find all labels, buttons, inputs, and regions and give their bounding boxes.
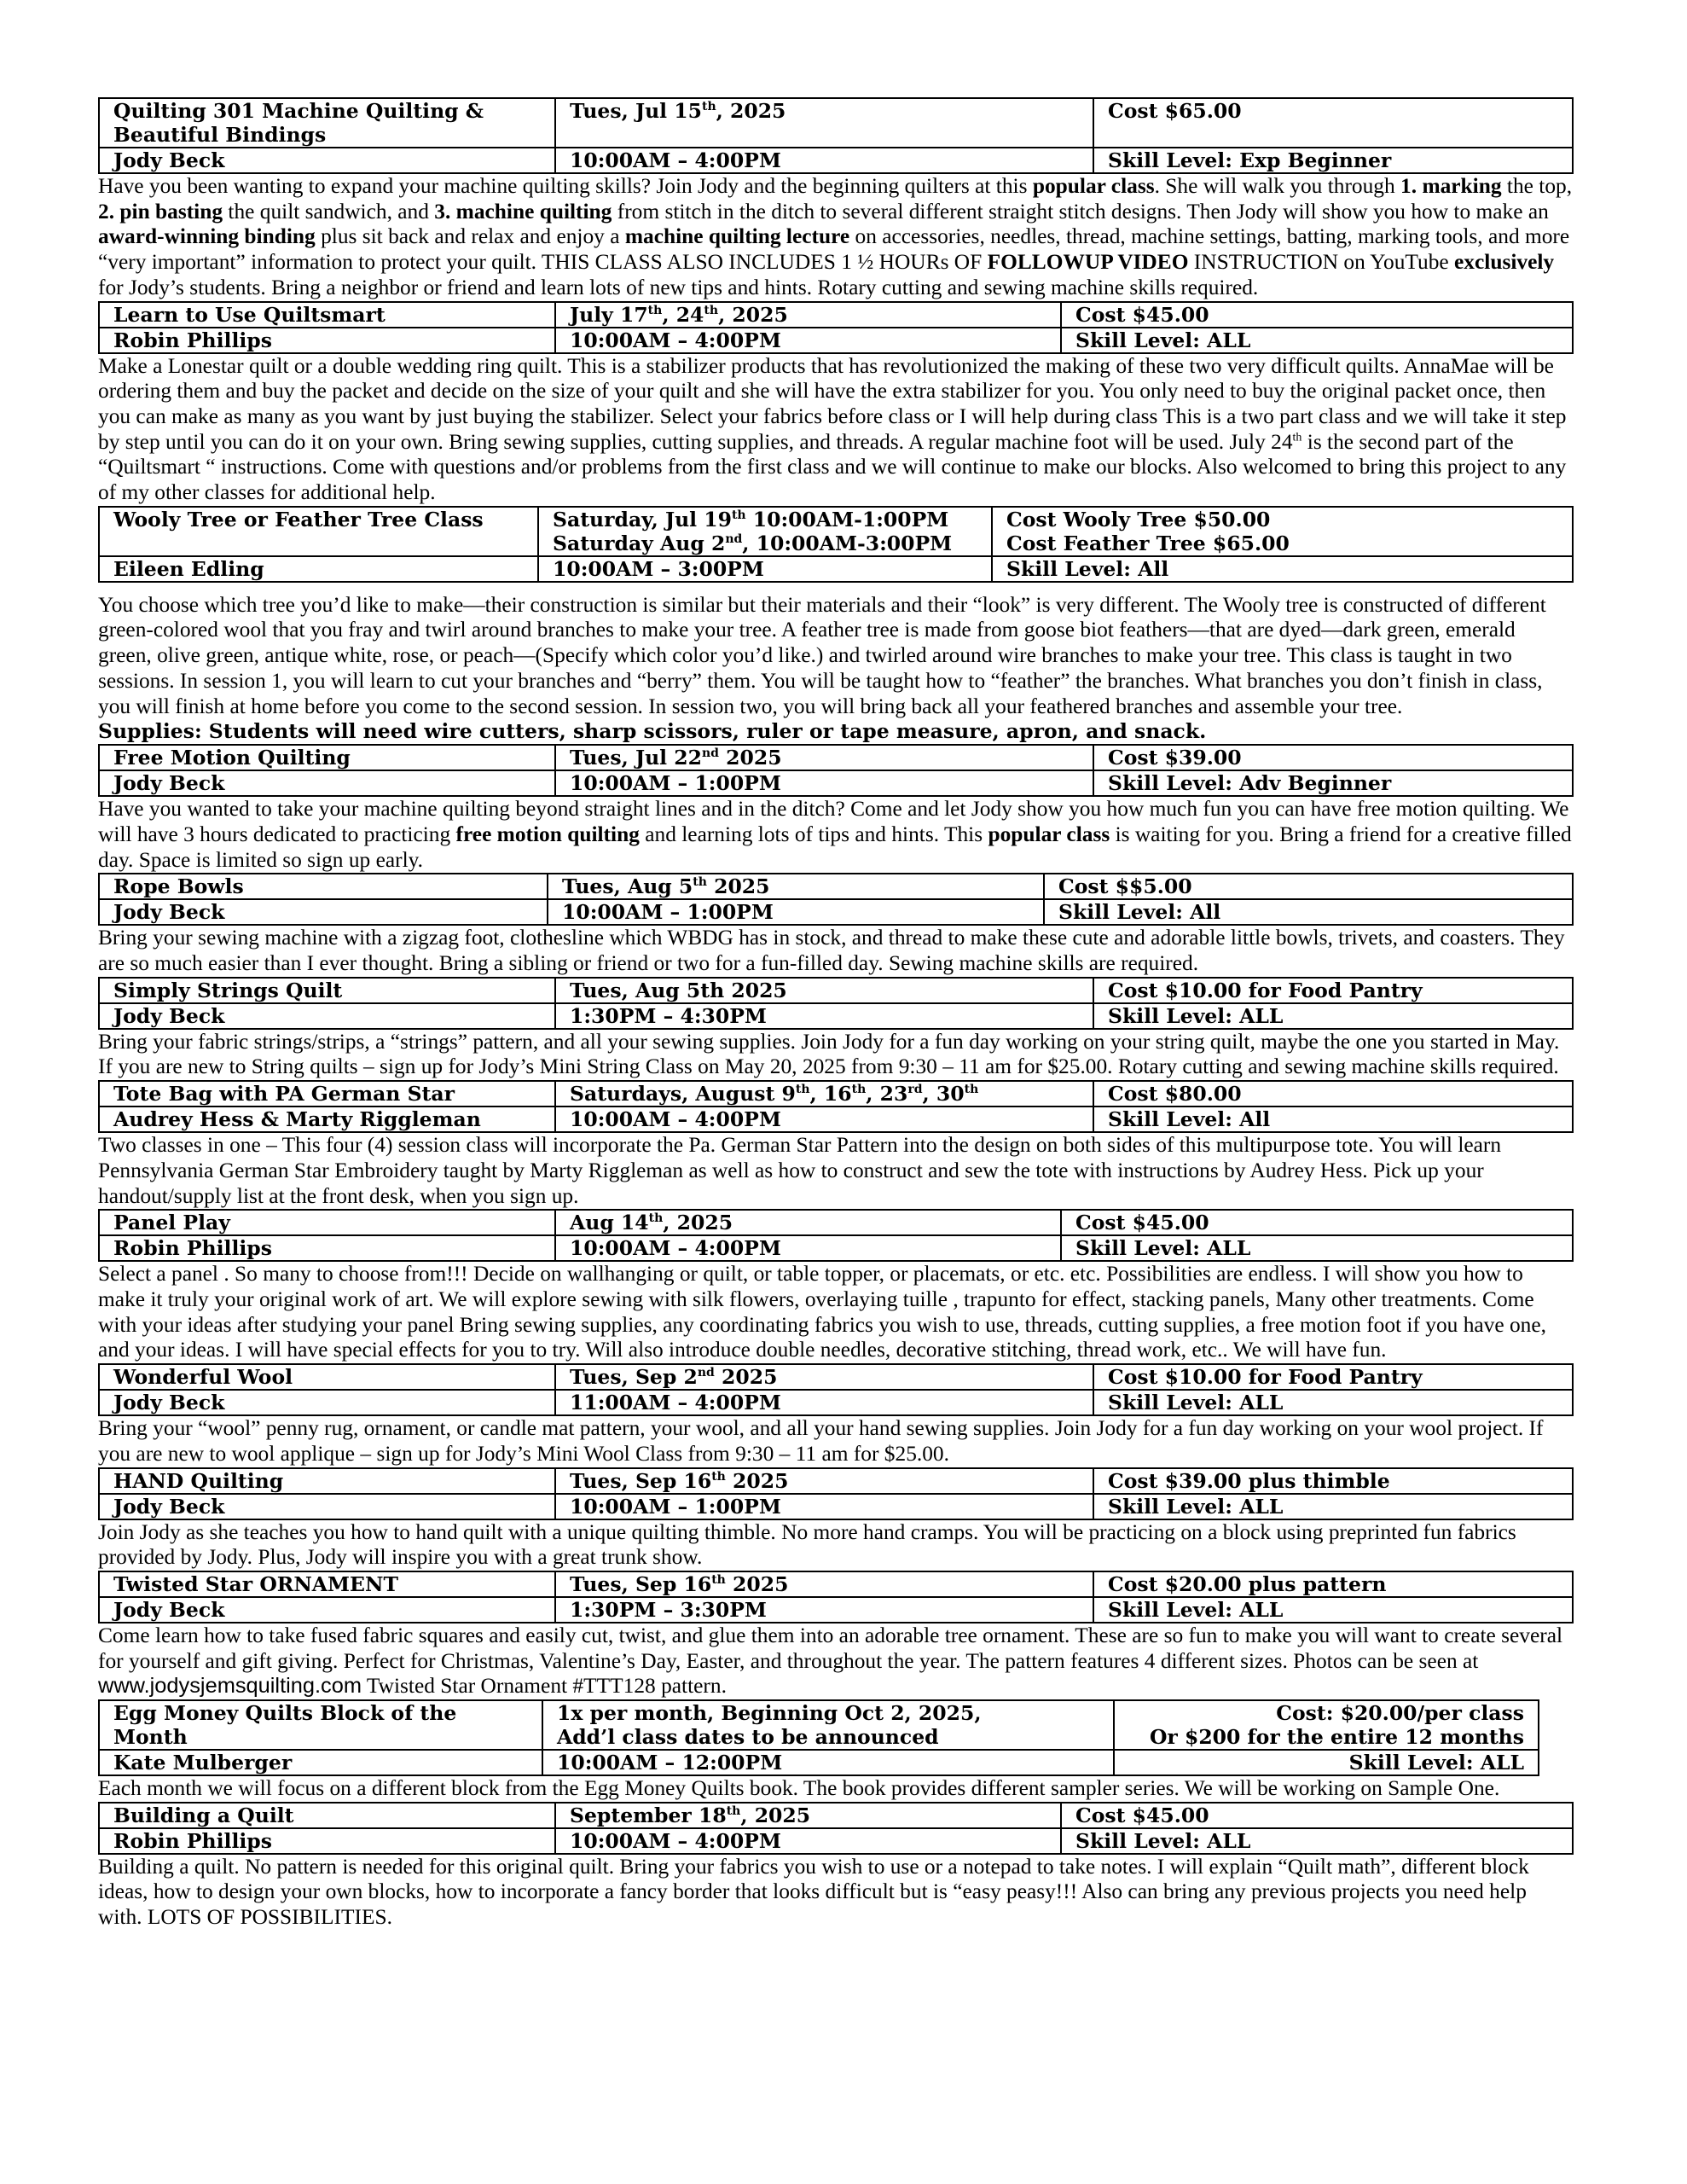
class-header-table <box>98 1571 1574 1623</box>
class-time: 10:00AM – 4:00PM <box>555 148 1093 173</box>
class-wonderful-wool <box>98 1363 1574 1467</box>
website-link[interactable]: www.jodysjemsquilting.com <box>98 1674 362 1699</box>
class-header-table <box>98 977 1574 1030</box>
class-skill-level: Skill Level: ALL <box>1061 1235 1573 1261</box>
class-cost: Cost $65.00 <box>1093 98 1573 148</box>
class-instructor: Jody Beck <box>99 770 555 796</box>
class-skill-level: Skill Level: ALL <box>1093 1597 1573 1623</box>
class-time: 1:30PM – 4:30PM <box>555 1003 1093 1029</box>
class-instructor: Robin Phillips <box>99 1235 555 1261</box>
class-date: Tues, Sep 16th 2025 <box>555 1468 1093 1494</box>
class-time: 10:00AM – 12:00PM <box>542 1750 1114 1775</box>
class-time: 11:00AM – 4:00PM <box>555 1390 1093 1415</box>
class-description: Make a Lonestar quilt or a double wedding ring quilt. This is a stabilizer products that has revolutionized the making of these two very difficult quilts. AnnaMae will be ordering them and buy the packet and decide on the size of your quilt and she will have the extra stabilizer for you. You only need to buy the original packet once, then you can make as many as you want by just buying the stabilizer. Select your fabrics before class or I will help during class This is a two part class and we will take it step by step until you can do it on your own. Bring sewing supplies, cutting supplies, and threads. A regular machine foot will be used. July 24th is the second part of the “Quiltsmart “ instructions. Come with questions and/or problems from the first class and we will continue to make our blocks. Also welcomed to bring this project to any of my other classes for additional help. <box>98 353 1567 505</box>
class-building-a-quilt <box>98 1802 1574 1931</box>
class-date: July 17th, 24th, 2025 <box>555 302 1061 328</box>
class-description: Two classes in one – This four (4) session class will incorporate the Pa. German Star Pattern into the design on both sides of this multipurpose tote. You will learn Pennsylvania German Star Embroidery taught by Marty Riggleman as well as how to construct and sew the tote with instructions by Audrey Hess. Pick up your handout/supply list at the front desk, when you sign up. <box>98 1133 1502 1208</box>
class-date: Saturday, Jul 19th 10:00AM-1:00PM Saturday Aug 2nd, 10:00AM-3:00PM <box>538 507 992 556</box>
class-date: Tues, Jul 22nd 2025 <box>555 745 1093 770</box>
class-instructor: Jody Beck <box>99 1390 555 1415</box>
class-cost: Cost $10.00 for Food Pantry <box>1093 1364 1573 1390</box>
class-instructor: Robin Phillips <box>99 1828 555 1854</box>
class-header-table <box>98 301 1574 354</box>
class-description: Have you wanted to take your machine quilting beyond straight lines and in the ditch? Come and let Jody show you how much fun you can have free motion quilting. We will have 3 hours dedicated to practicing free motion quilting and learning lots of tips and hints. This popular class is waiting for you. Bring a friend for a creative filled day. Space is limited so sign up early. <box>98 797 1572 872</box>
class-title: Twisted Star ORNAMENT <box>99 1571 555 1597</box>
class-description: Bring your fabric strings/strips, a “strings” pattern, and all your sewing supplies. Join Jody for a fun day working on your string quilt, maybe the one you started in May. If you are new to String quilts – sign up for Jody’s Mini String Class on May 20, 2025 from 9:30 – 11 am for $25.00. Rotary cutting and sewing machine skills required. <box>98 1029 1560 1079</box>
class-instructor: Kate Mulberger <box>99 1750 542 1775</box>
class-simply-strings <box>98 977 1574 1080</box>
class-time: 10:00AM – 4:00PM <box>555 328 1061 353</box>
class-title: HAND Quilting <box>99 1468 555 1494</box>
class-cost: Cost $45.00 <box>1061 1803 1573 1828</box>
class-date: Saturdays, August 9th, 16th, 23rd, 30th <box>555 1081 1093 1107</box>
class-description: Come learn how to take fused fabric squares and easily cut, twist, and glue them into an adorable tree ornament. These are so fun to make you will want to create several for yourself and gift giving. Perfect for Christmas, Valentine’s Day, Easter, and throughout the year. The pattern features 4 different sizes. Photos can be seen at www.jodysjemsquilting.com Twisted Star Ornament #TTT128 pattern. <box>98 1623 1563 1699</box>
class-description: Select a panel . So many to choose from!!! Decide on wallhanging or quilt, or table topper, or placemats, or etc. etc. Possibilities are endless. I will show you how to make it truly your original work of art. We will explore sewing with silk flowers, overlaying tuille , trapunto for effect, stacking panels, Many other treatments. Come with your ideas after studying your panel Bring sewing supplies, any coordinating fabrics you wish to use, threads, cutting supplies, a free motion foot if you have one, and your ideas. I will have special effects for you to try. Will also introduce double needles, decorative stitching, thread work, etc.. We will have fun. <box>98 1262 1546 1362</box>
class-description: Each month we will focus on a different block from the Egg Money Quilts book. The book provides different sampler series. We will be working on Sample One. <box>98 1776 1500 1801</box>
class-hand-quilting <box>98 1467 1574 1571</box>
class-skill-level: Skill Level: ALL <box>1114 1750 1539 1775</box>
class-supplies: Supplies: Students will need wire cutters, sharp scissors, ruler or tape measure, apron, and snack. <box>98 719 1207 744</box>
class-description: You choose which tree you’d like to make—their construction is similar but their materials and their “look” is very different. The Wooly tree is constructed of different green-colored wool that you fray and twirl around branches to make your tree. A feather tree is made from goose biot feathers—that are dyed—dark green, emerald green, olive green, antique white, rose, or peach—(Specify which color you’d like.) and twirled around wire branches to make your tree. This class is taught in two sessions. In session 1, you will learn to cut your branches and “berry” them. You will be taught how to “feather” the branches. What branches you don’t finish in class, you will finish at home before you come to the second session. In session two, you will bring back all your feathered branches and assemble your tree. <box>98 592 1546 718</box>
class-instructor: Jody Beck <box>99 1597 555 1623</box>
class-rope-bowls <box>98 873 1574 976</box>
class-header-table <box>98 1802 1574 1855</box>
class-date: Aug 14th, 2025 <box>555 1210 1061 1235</box>
class-title: Wonderful Wool <box>99 1364 555 1390</box>
class-cost: Cost Wooly Tree $50.00 Cost Feather Tree $65.00 <box>992 507 1573 556</box>
class-panel-play <box>98 1209 1574 1363</box>
class-title: Wooly Tree or Feather Tree Class <box>99 507 538 556</box>
class-skill-level: Skill Level: All <box>992 556 1573 582</box>
class-cost: Cost $39.00 plus thimble <box>1093 1468 1573 1494</box>
class-cost: Cost: $20.00/per class Or $200 for the entire 12 months <box>1114 1700 1539 1750</box>
class-cost: Cost $45.00 <box>1061 1210 1573 1235</box>
class-title: Building a Quilt <box>99 1803 555 1828</box>
class-date: Tues, Aug 5th 2025 <box>548 874 1044 899</box>
class-skill-level: Skill Level: All <box>1093 1107 1573 1132</box>
class-date: Tues, Sep 2nd 2025 <box>555 1364 1093 1390</box>
class-time: 10:00AM – 1:00PM <box>548 899 1044 925</box>
class-header-table <box>98 1699 1539 1776</box>
class-time: 10:00AM – 4:00PM <box>555 1107 1093 1132</box>
class-twisted-star-ornament <box>98 1571 1574 1699</box>
class-description: Building a quilt. No pattern is needed for this original quilt. Bring your fabrics you wish to use or a notepad to take notes. I will explain “Quilt math”, different block ideas, how to design your own blocks, how to incorporate a fancy border that looks difficult but is “easy peasy!!! Also can bring any previous projects you need help with. LOTS OF POSSIBILITIES. <box>98 1854 1529 1930</box>
class-free-motion-quilting <box>98 744 1574 873</box>
class-quilting-301 <box>98 97 1574 301</box>
class-skill-level: Skill Level: Adv Beginner <box>1093 770 1573 796</box>
class-description: Have you been wanting to expand your machine quilting skills? Join Jody and the beginning quilters at this popular class. She will walk you through 1. marking the top, 2. pin basting the quilt sandwich, and 3. machine quilting from stitch in the ditch to several different straight stitch designs. Then Jody will show you how to make an award-winning binding plus sit back and relax and enjoy a machine quilting lecture on accessories, needles, thread, machine settings, batting, marking tools, and more “very important” information to protect your quilt. THIS CLASS ALSO INCLUDES 1 ½ HOURs OF FOLLOWUP VIDEO INSTRUCTION on YouTube exclusively for Jody’s students. Bring a neighbor or friend and learn lots of new tips and hints. Rotary cutting and sewing machine skills required. <box>98 174 1573 299</box>
class-wooly-tree <box>98 506 1574 745</box>
class-header-table <box>98 506 1574 583</box>
class-title: Free Motion Quilting <box>99 745 555 770</box>
class-instructor: Jody Beck <box>99 1494 555 1519</box>
class-title: Tote Bag with PA German Star <box>99 1081 555 1107</box>
class-title: Egg Money Quilts Block of the Month <box>99 1700 542 1750</box>
class-cost: Cost $10.00 for Food Pantry <box>1093 978 1573 1003</box>
class-cost: Cost $20.00 plus pattern <box>1093 1571 1573 1597</box>
class-date: Tues, Jul 15th, 2025 <box>555 98 1093 148</box>
class-time: 10:00AM – 3:00PM <box>538 556 992 582</box>
class-date: Tues, Sep 16th 2025 <box>555 1571 1093 1597</box>
class-quiltsmart <box>98 301 1574 506</box>
class-description: Join Jody as she teaches you how to hand quilt with a unique quilting thimble. No more hand cramps. You will be practicing on a block using preprinted fun fabrics provided by Jody. Plus, Jody will inspire you with a great trunk show. <box>98 1519 1516 1570</box>
class-skill-level: Skill Level: ALL <box>1093 1003 1573 1029</box>
class-cost: Cost $39.00 <box>1093 745 1573 770</box>
class-time: 10:00AM – 1:00PM <box>555 770 1093 796</box>
class-instructor: Jody Beck <box>99 1003 555 1029</box>
class-cost: Cost $45.00 <box>1061 302 1573 328</box>
class-skill-level: Skill Level: ALL <box>1093 1494 1573 1519</box>
class-skill-level: Skill Level: ALL <box>1093 1390 1573 1415</box>
class-instructor: Robin Phillips <box>99 328 555 353</box>
class-time: 10:00AM – 4:00PM <box>555 1828 1061 1854</box>
class-header-table <box>98 97 1574 174</box>
class-skill-level: Skill Level: ALL <box>1061 1828 1573 1854</box>
class-instructor: Jody Beck <box>99 148 555 173</box>
class-title: Panel Play <box>99 1210 555 1235</box>
class-instructor: Audrey Hess & Marty Riggleman <box>99 1107 555 1132</box>
class-time: 10:00AM – 1:00PM <box>555 1494 1093 1519</box>
class-header-table <box>98 744 1574 797</box>
class-header-table <box>98 1080 1574 1133</box>
class-header-table <box>98 873 1574 926</box>
class-instructor: Eileen Edling <box>99 556 538 582</box>
class-cost: Cost $$5.00 <box>1044 874 1573 899</box>
class-instructor: Jody Beck <box>99 899 548 925</box>
class-date: 1x per month, Beginning Oct 2, 2025, Add’l class dates to be announced <box>542 1700 1114 1750</box>
class-egg-money-quilts <box>98 1699 1574 1802</box>
class-schedule-page <box>98 97 1574 1931</box>
class-title: Simply Strings Quilt <box>99 978 555 1003</box>
class-header-table <box>98 1209 1574 1262</box>
class-date: Tues, Aug 5th 2025 <box>555 978 1093 1003</box>
class-header-table <box>98 1467 1574 1520</box>
class-title: Quilting 301 Machine Quilting & Beautiful Bindings <box>99 98 555 148</box>
class-date: September 18th, 2025 <box>555 1803 1061 1828</box>
class-title: Learn to Use Quiltsmart <box>99 302 555 328</box>
class-time: 1:30PM – 3:30PM <box>555 1597 1093 1623</box>
class-tote-bag <box>98 1080 1574 1209</box>
class-description: Bring your sewing machine with a zigzag foot, clothesline which WBDG has in stock, and thread to make these cute and adorable little bowls, trivets, and coasters. They are so much easier than I ever thought. Bring a sibling or friend or two for a fun-filled day. Sewing machine skills are required. <box>98 926 1565 976</box>
class-skill-level: Skill Level: ALL <box>1061 328 1573 353</box>
class-description: Bring your “wool” penny rug, ornament, or candle mat pattern, your wool, and all your hand sewing supplies. Join Jody for a fun day working on your wool project. If you are new to wool applique – sign up for Jody’s Mini Wool Class from 9:30 – 11 am for $25.00. <box>98 1416 1544 1466</box>
class-title: Rope Bowls <box>99 874 548 899</box>
class-header-table <box>98 1363 1574 1416</box>
class-cost: Cost $80.00 <box>1093 1081 1573 1107</box>
class-skill-level: Skill Level: All <box>1044 899 1573 925</box>
class-time: 10:00AM – 4:00PM <box>555 1235 1061 1261</box>
class-skill-level: Skill Level: Exp Beginner <box>1093 148 1573 173</box>
